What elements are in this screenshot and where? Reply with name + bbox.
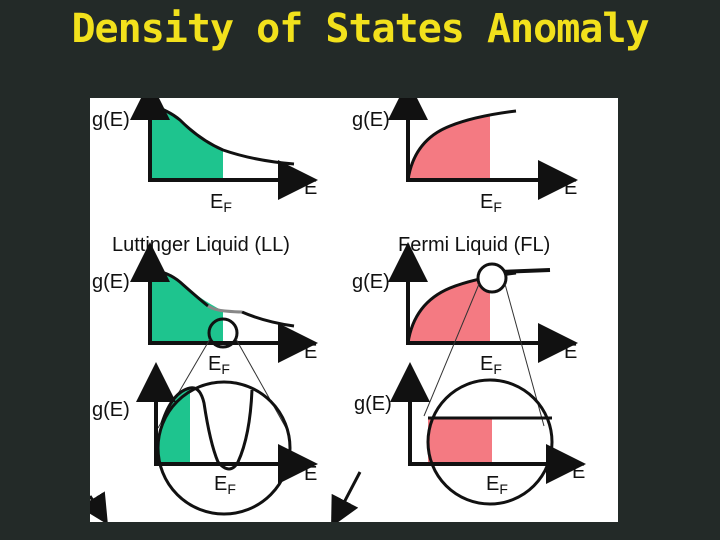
left-pointer-arrow: [90, 496, 100, 512]
fl-mid-fermi-label: $E_F$: [480, 353, 502, 377]
fl-top-x-label: E: [564, 177, 578, 199]
ll-zoom-fermi-label: $E_F$: [214, 473, 236, 497]
ll-mid-y-label: g(E): [92, 271, 130, 293]
ll-zoom-x-label: E: [304, 463, 318, 485]
ll-zoom-y-label: g(E): [92, 399, 130, 421]
fl-zoom-x-label: E: [572, 461, 586, 483]
ll-zoom-plot: [92, 382, 317, 514]
fl-zoom-plot: [354, 380, 585, 504]
middle-pointer-arrow: [338, 472, 360, 514]
fl-mid-x-label: E: [564, 341, 578, 363]
fl-zoom-fill: [428, 418, 492, 464]
ll-caption: Luttinger Liquid (LL): [112, 234, 290, 256]
dos-diagram: [90, 98, 618, 522]
figure-panel: [90, 98, 618, 522]
fl-mid-flat: [500, 270, 550, 272]
fl-top-plot: [352, 100, 577, 215]
ll-mid-x-label: E: [304, 341, 318, 363]
ll-mid-tail: [242, 312, 294, 326]
fl-zoom-fermi-label: $E_F$: [486, 473, 508, 497]
fl-top-y-label: g(E): [352, 109, 390, 131]
ll-mid-fermi-label: $E_F$: [208, 353, 230, 377]
ll-mid-fill: [152, 270, 223, 343]
ll-mid-plot: [92, 262, 317, 377]
fl-zoom-circle: [478, 264, 506, 292]
slide-title: Density of States Anomaly: [71, 6, 649, 52]
ll-top-fill: [152, 106, 223, 180]
fl-top-fermi-label: $E_F$: [480, 191, 502, 215]
ll-top-y-label: g(E): [92, 109, 130, 131]
fl-caption: Fermi Liquid (FL): [398, 234, 551, 256]
fl-mid-y-label: g(E): [352, 271, 390, 293]
fl-zoom-y-label: g(E): [354, 393, 392, 415]
ll-top-plot: [92, 100, 317, 215]
ll-top-fermi-label: $E_F$: [210, 191, 232, 215]
ll-top-x-label: E: [304, 177, 318, 199]
